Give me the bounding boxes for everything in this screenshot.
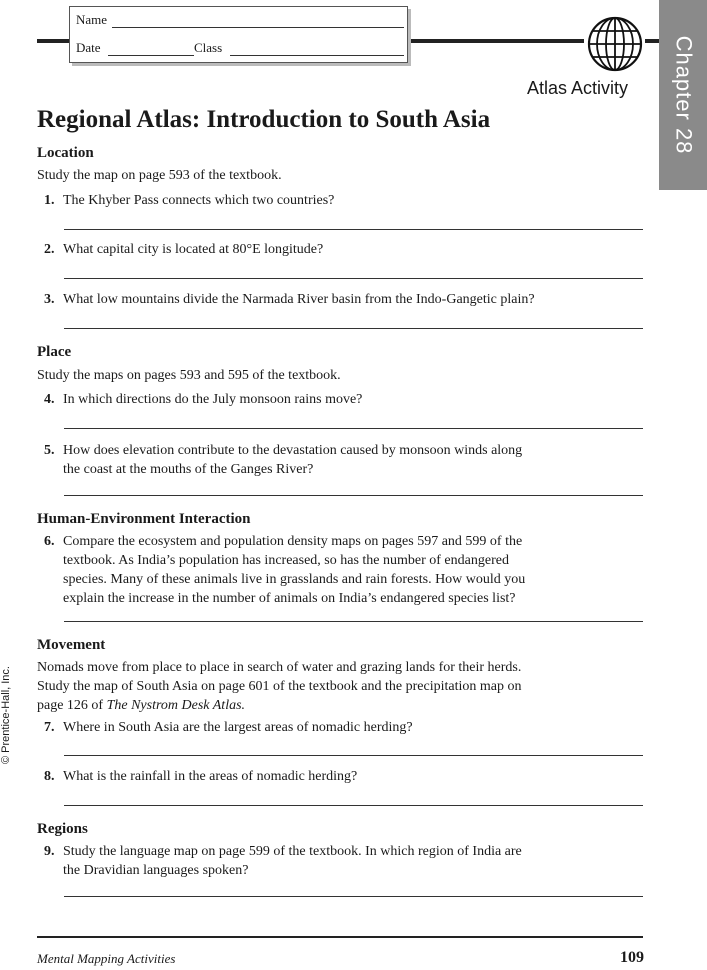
chapter-label: Chapter 28 [671,35,697,155]
question-text: The Khyber Pass connects which two countries? [63,193,335,208]
question-text-line: explain the increase in the number of animals on India’s endangered species list? [63,591,516,606]
answer-line-1[interactable] [64,229,643,230]
atlas-title: The Nystrom Desk Atlas. [106,698,246,713]
student-info-box [69,6,408,63]
intro-line: page 126 of [37,698,107,713]
header-rule-right-2 [645,39,659,43]
copyright-notice: © Prentice-Hall, Inc. [0,666,12,764]
section-heading-place: Place [37,344,72,360]
header-rule-left [37,39,69,43]
answer-line-6[interactable] [64,621,643,622]
question-text-line: the coast at the mouths of the Ganges River? [63,462,314,477]
question-text-line: How does elevation contribute to the devastation caused by monsoon winds along [63,443,523,458]
date-label: Date [76,40,101,55]
page-number: 109 [620,949,644,966]
question-number: 6. [44,534,55,549]
question-8 [44,767,604,786]
question-text-line: textbook. As India’s population has increased, so has the number of endangered [63,553,509,568]
section-heading-regions: Regions [37,821,88,837]
question-number: 4. [44,392,55,407]
question-text: What capital city is located at 80°E longitude? [63,242,324,257]
question-number: 5. [44,443,55,458]
movement-intro [37,658,643,715]
activity-label: Atlas Activity [527,78,629,98]
intro-line: Study the map of South Asia on page 601 of the textbook and the precipitation map on [37,679,522,694]
question-text-line: Study the language map on page 599 of the textbook. In which region of India are [63,844,522,859]
question-text-line: Compare the ecosystem and population density maps on pages 597 and 599 of the [63,534,523,549]
class-field[interactable] [230,55,404,56]
answer-line-4[interactable] [64,428,643,429]
page-title: Regional Atlas: Introduction to South Asia [37,106,491,133]
question-2 [44,240,604,259]
answer-line-3[interactable] [64,328,643,329]
question-number: 1. [44,193,55,208]
intro-line: Nomads move from place to place in search of water and grazing lands for their herds. [37,660,522,675]
name-label: Name [76,12,108,27]
question-6 [44,532,644,608]
globe-icon [586,15,644,73]
question-9 [44,842,644,880]
date-field[interactable] [108,55,194,56]
question-text: Where in South Asia are the largest areas of nomadic herding? [63,720,413,735]
answer-line-8[interactable] [64,805,643,806]
footer-rule [37,936,643,938]
question-number: 9. [44,844,55,859]
question-number: 7. [44,720,55,735]
question-number: 3. [44,292,55,307]
question-text: What low mountains divide the Narmada River basin from the Indo-Gangetic plain? [63,292,535,307]
question-text-line: the Dravidian languages spoken? [63,863,249,878]
class-label: Class [194,40,223,55]
chapter-tab [659,0,707,190]
name-field[interactable] [112,27,404,28]
answer-line-7[interactable] [64,755,643,756]
question-text-line: species. Many of these animals live in grasslands and rain forests. How would you [63,572,526,587]
question-5 [44,441,644,479]
footer-book-title: Mental Mapping Activities [37,951,176,966]
question-7 [44,718,604,737]
answer-line-9[interactable] [64,896,643,897]
header-rule-right [410,39,584,43]
place-intro: Study the maps on pages 593 and 595 of the textbook. [37,368,341,383]
question-3 [44,290,644,309]
answer-line-2[interactable] [64,278,643,279]
location-intro: Study the map on page 593 of the textbook. [37,168,282,183]
answer-line-5[interactable] [64,495,643,496]
question-number: 2. [44,242,55,257]
section-heading-location: Location [37,145,94,161]
section-heading-movement: Movement [37,637,106,653]
question-number: 8. [44,769,55,784]
question-1 [44,191,604,210]
question-text: What is the rainfall in the areas of nomadic herding? [63,769,358,784]
section-heading-hei: Human-Environment Interaction [37,511,251,527]
question-4 [44,390,604,409]
question-text: In which directions do the July monsoon rains move? [63,392,363,407]
